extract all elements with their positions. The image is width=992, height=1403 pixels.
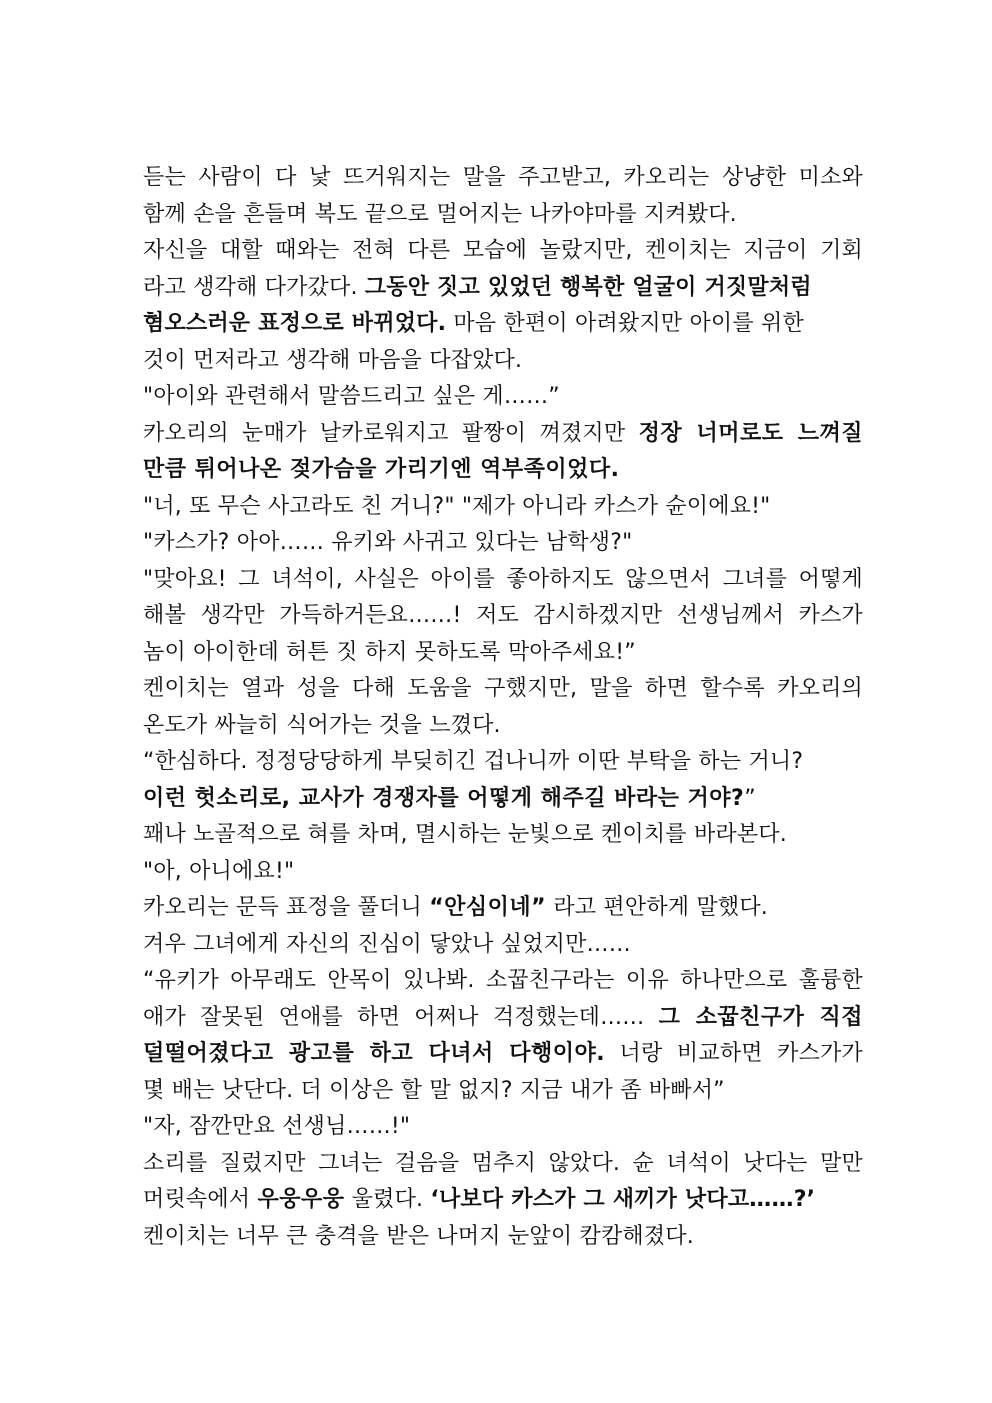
text-segment: 온도가 싸늘히 식어가는 것을 느꼈다. [143,712,501,738]
text-line [143,598,863,635]
text-segment: "맞아요! 그 녀석이, 사실은 아이를 좋아하지도 않으면서 그녀를 어떻게 [143,566,863,592]
text-line [143,1219,863,1256]
text-line [143,1109,863,1146]
text-segment: 겨우 그녀에게 자신의 진심이 닿았나 싶었지만…… [143,931,631,957]
text-segment: 몇 배는 낫단다. 더 이상은 할 말 없지? 지금 내가 좀 바빠서” [143,1077,725,1103]
text-line [143,343,863,380]
text-segment: 머릿속에서 [143,1187,258,1212]
text-line [143,416,863,453]
text-line [143,562,863,599]
text-segment: “유키가 아무래도 안목이 있나봐. 소꿉친구라는 이유 하나만으로 훌륭한 [143,968,863,993]
text-line [143,306,863,343]
text-line [143,160,863,197]
text-segment: 듣는 사람이 다 낯 뜨거워지는 말을 주고받고, 카오리는 상냥한 미소와 [143,165,863,190]
text-segment: 것이 먼저라고 생각해 마음을 다잡았다. [143,347,523,373]
text-segment: 자신을 대할 때와는 전혀 다른 모습에 놀랐지만, 켄이치는 지금이 기회 [143,238,863,263]
bold-text-segment: ‘나보다 카스가 그 새끼가 낫다고……?’ [430,1187,816,1212]
text-line [143,1182,863,1219]
text-segment: 소리를 질렀지만 그녀는 걸음을 멈추지 않았다. 슌 녀석이 낫다는 말만 [143,1150,863,1176]
text-segment: 켄이치는 너무 큰 충격을 받은 나머지 눈앞이 캄캄해졌다. [143,1223,694,1249]
emphasis-text-segment: 만큼 튀어나온 젖가슴을 가리기엔 역부족이었다. [143,457,620,482]
text-line [143,1073,863,1110]
text-line [143,890,863,927]
text-line [143,270,863,307]
text-line [143,708,863,745]
text-line [143,927,863,964]
text-segment: "너, 또 무슨 사고라도 친 거니?" "제가 아니라 카스가 슌이에요!" [143,493,771,519]
text-line [143,233,863,270]
text-segment: 꽤나 노골적으로 혀를 차며, 멸시하는 눈빛으로 켄이치를 바라본다. [143,822,787,847]
emphasis-text-segment: 정장 너머로도 느껴질 [638,420,863,446]
body-text [143,160,863,1255]
text-line [143,1000,863,1037]
text-line [143,525,863,562]
text-line [143,452,863,489]
text-segment: 울렸다. [344,1187,431,1212]
text-segment: "아, 아니에요!" [143,858,295,884]
emphasis-text-segment: “안심이네” [429,895,547,920]
text-segment: 라고 편안하게 말했다. [546,895,768,920]
text-segment: 너랑 비교하면 카스가가 [605,1041,863,1066]
text-segment: "아이와 관련해서 말씀드리고 싶은 게……” [143,384,560,409]
text-line [143,963,863,1000]
bold-text-segment: 혐오스러운 표정으로 바뀌었다. [143,311,447,336]
text-line [143,781,863,818]
text-segment: 켄이치는 열과 성을 다해 도움을 구했지만, 말을 하면 할수록 카오리의 [143,676,863,701]
text-segment: “한심하다. 정정당당하게 부딪히긴 겁나니까 이딴 부탁을 하는 거니? [143,749,804,774]
text-line [143,635,863,672]
text-line [143,197,863,234]
emphasis-text-segment: 그 소꿉친구가 직접 [658,1004,863,1030]
text-line [143,379,863,416]
text-segment: 놈이 아이한데 허튼 짓 하지 못하도록 막아주세요!” [143,639,636,665]
text-segment: 마음 한편이 아려왔지만 아이를 위한 [446,311,804,336]
text-segment: ” [744,785,756,811]
text-line [143,671,863,708]
text-segment: 애가 잘못된 연애를 하면 어쩌나 걱정했는데…… [143,1004,659,1030]
bold-text-segment: 그동안 짓고 있었던 행복한 얼굴이 거짓말처럼 [364,274,812,300]
text-segment: "카스가? 아아…… 유키와 사귀고 있다는 남학생?" [143,530,633,555]
text-segment: 함께 손을 흔들며 복도 끝으로 멀어지는 나카야마를 지켜봤다. [143,201,737,227]
emphasis-text-segment: 우웅우웅 [257,1187,345,1212]
text-segment: 해볼 생각만 가득하거든요……! 저도 감시하겠지만 선생님께서 카스가 [143,603,863,628]
text-line [143,489,863,526]
emphasis-text-segment: 이런 헛소리로, 교사가 경쟁자를 어떻게 해주길 바라는 거야? [143,785,745,811]
text-segment: 카오리의 눈매가 날카로워지고 팔짱이 껴졌지만 [143,420,639,446]
text-line [143,1036,863,1073]
text-segment: 카오리는 문득 표정을 풀더니 [143,895,430,920]
text-segment: 라고 생각해 다가갔다. [143,274,365,300]
text-line [143,1146,863,1183]
text-line [143,817,863,854]
text-line [143,744,863,781]
text-line [143,854,863,891]
text-segment: "자, 잠깐만요 선생님……!" [143,1114,411,1139]
emphasis-text-segment: 덜떨어졌다고 광고를 하고 다녀서 다행이야. [143,1041,606,1066]
